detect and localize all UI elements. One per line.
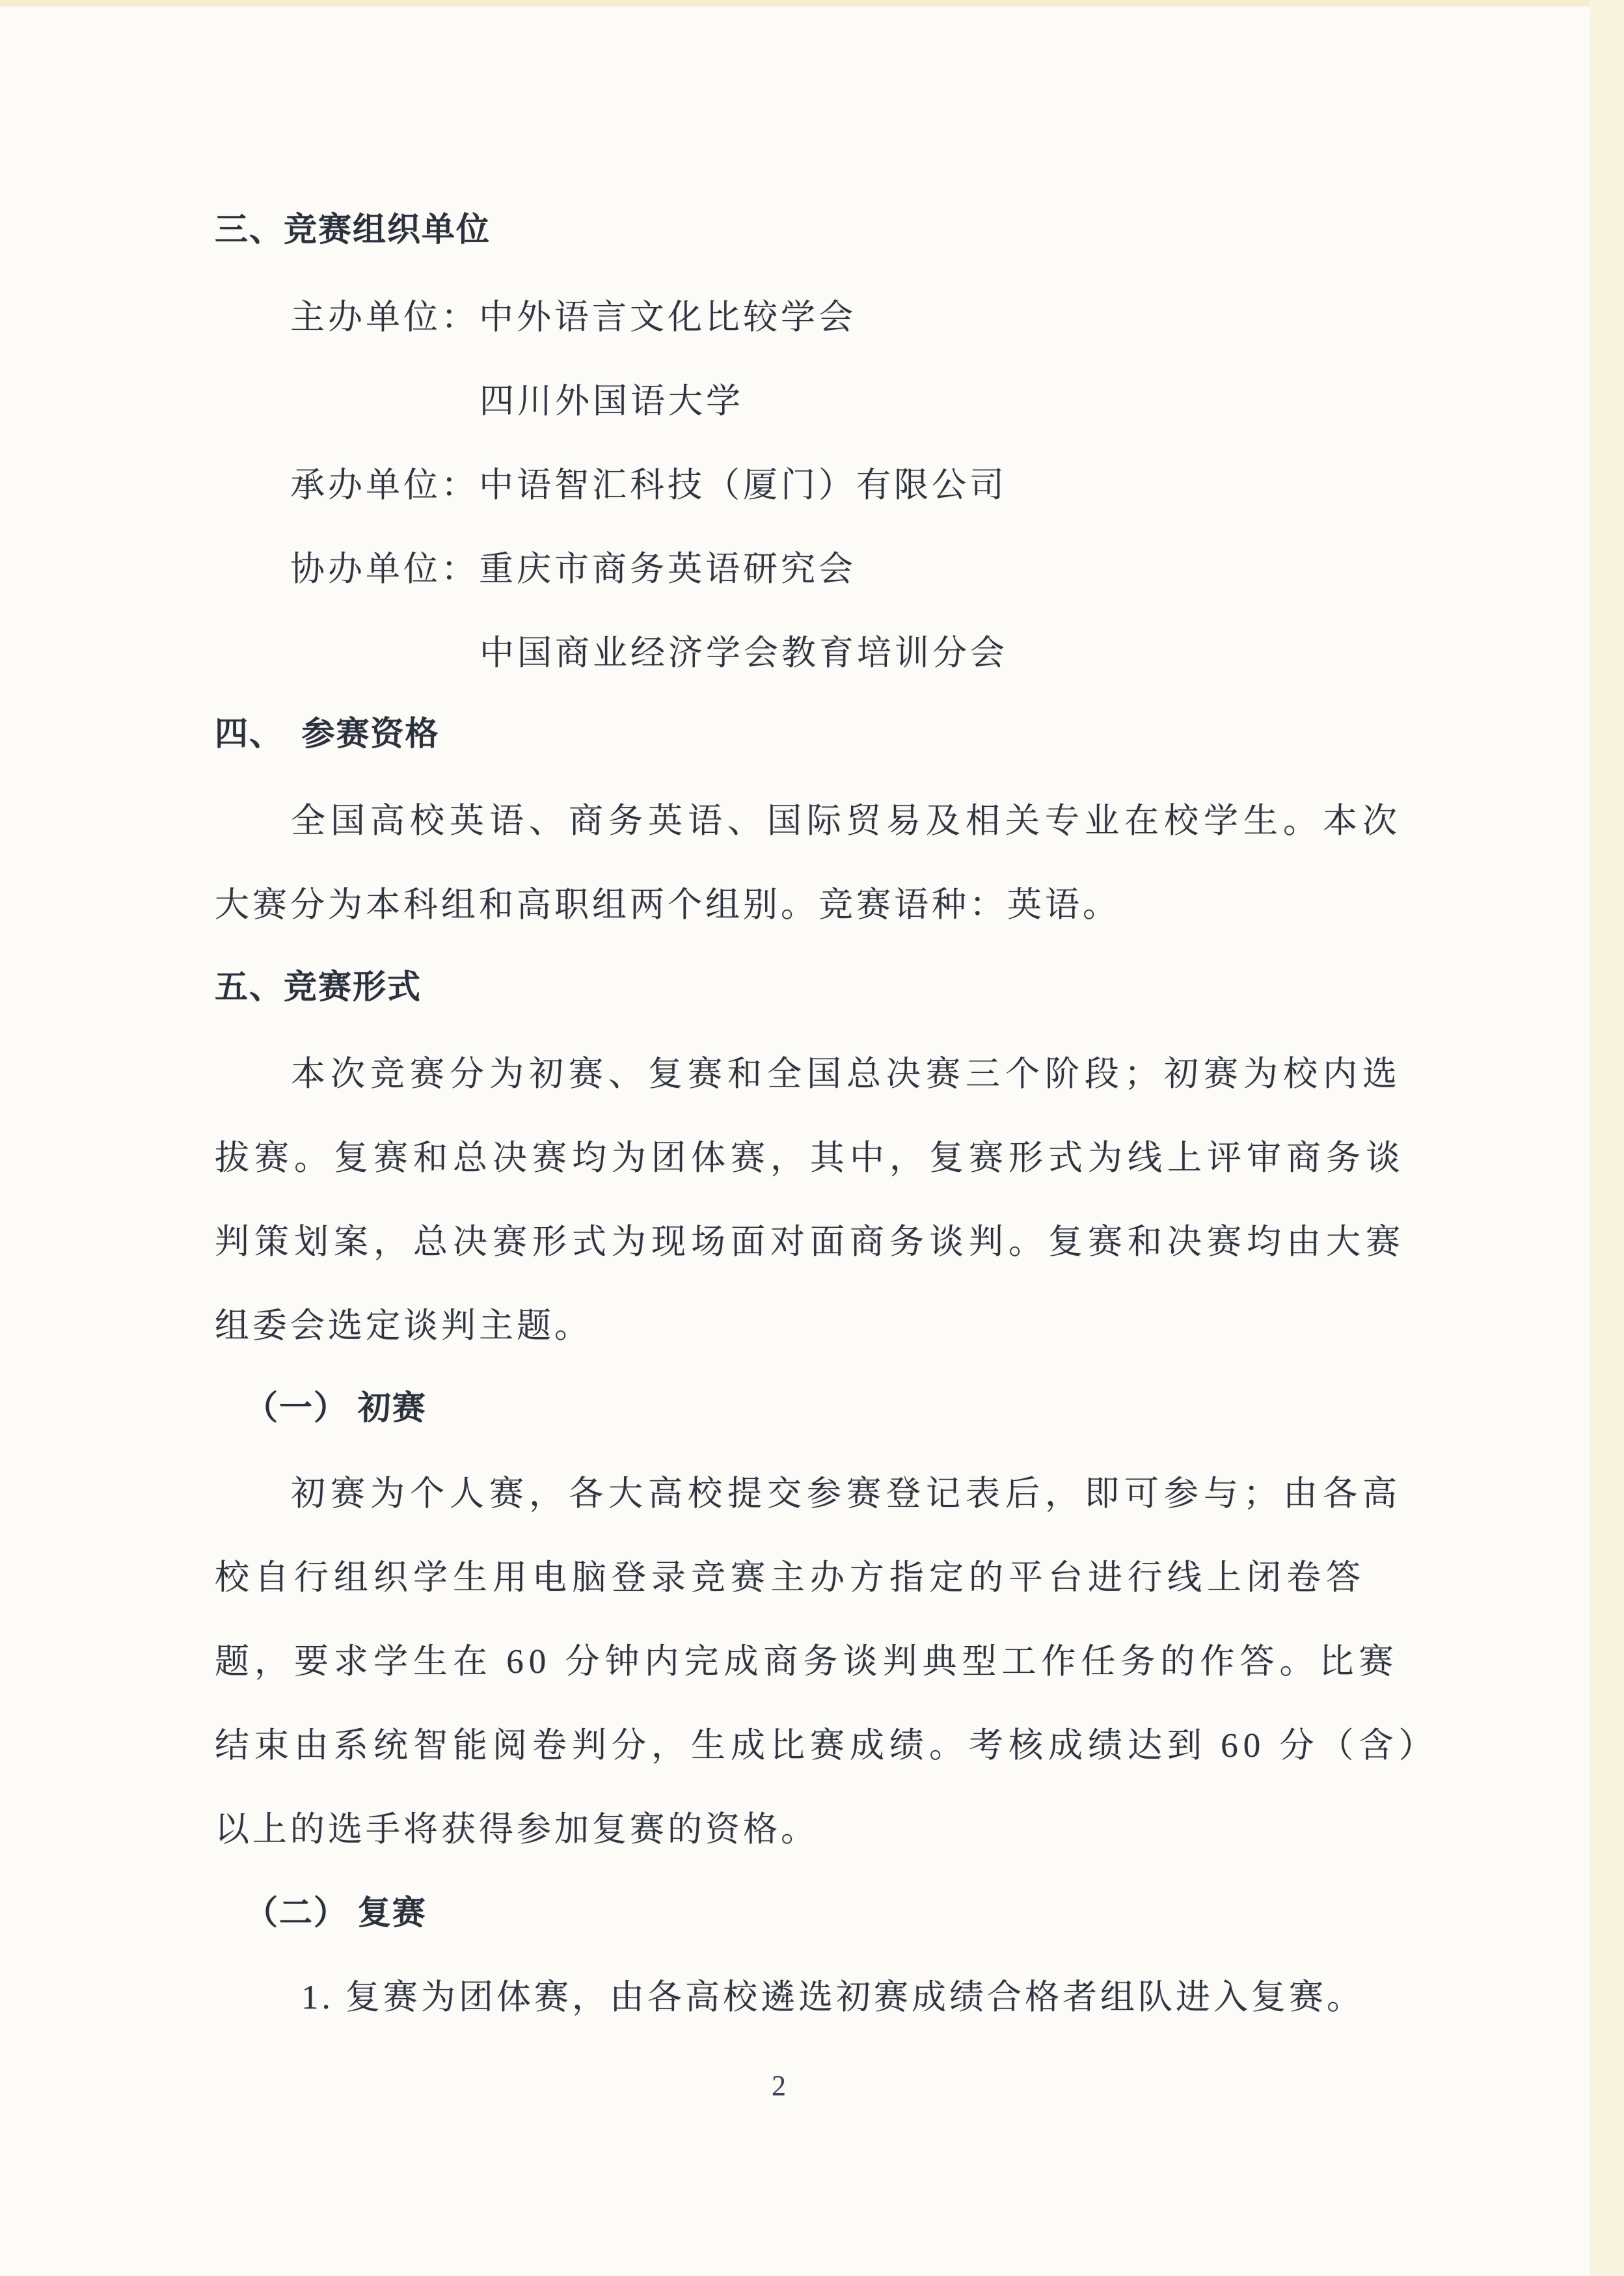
- preliminary-line2: 校自行组织学生用电脑登录竞赛主办方指定的平台进行线上闭卷答: [215, 1559, 1366, 1597]
- eligibility-line1: 全国高校英语、商务英语、国际贸易及相关专业在校学生。本次: [291, 802, 1402, 840]
- page-right-edge-tint: [1590, 0, 1624, 2276]
- coorganizer-unit-line2: 中国商业经济学会教育培训分会: [480, 634, 1008, 672]
- section-heading-format: 五、竞赛形式: [215, 969, 422, 1006]
- subsection-heading-semifinal: （二） 复赛: [245, 1895, 427, 1932]
- format-line4: 组委会选定谈判主题。: [215, 1307, 592, 1345]
- preliminary-line1: 初赛为个人赛，各大高校提交参赛登记表后，即可参与；由各高: [291, 1475, 1402, 1513]
- semifinal-line1: 1. 复赛为团体赛，由各高校遴选初赛成绩合格者组队进入复赛。: [301, 1979, 1364, 2016]
- subsection-heading-preliminary: （一） 初赛: [245, 1390, 427, 1427]
- section-heading-eligibility: 四、 参赛资格: [215, 716, 440, 753]
- format-line3: 判策划案，总决赛形式为现场面对面商务谈判。复赛和决赛均由大赛: [215, 1223, 1405, 1261]
- page-number: 2: [772, 2070, 786, 2102]
- section-heading-organizers: 三、竞赛组织单位: [215, 212, 491, 249]
- preliminary-line5: 以上的选手将获得参加复赛的资格。: [215, 1811, 819, 1849]
- format-line1: 本次竞赛分为初赛、复赛和全国总决赛三个阶段；初赛为校内选: [291, 1055, 1402, 1093]
- preliminary-line4: 结束由系统智能阅卷判分，生成比赛成绩。考核成绩达到 60 分（含）: [215, 1727, 1439, 1765]
- eligibility-line2: 大赛分为本科组和高职组两个组别。竞赛语种：英语。: [215, 886, 1120, 924]
- coorganizer-unit-line: 协办单位：重庆市商务英语研究会: [290, 550, 856, 588]
- host-unit-line2: 四川外国语大学: [480, 383, 744, 420]
- format-line2: 拔赛。复赛和总决赛均为团体赛，其中，复赛形式为线上评审商务谈: [215, 1139, 1405, 1177]
- host-unit-line: 主办单位：中外语言文化比较学会: [290, 299, 856, 336]
- undertaker-unit-line: 承办单位：中语智汇科技（厦门）有限公司: [290, 467, 1007, 504]
- page-top-edge-tint: [0, 0, 1624, 7]
- preliminary-line3: 题，要求学生在 60 分钟内完成商务谈判典型工作任务的作答。比赛: [215, 1643, 1399, 1681]
